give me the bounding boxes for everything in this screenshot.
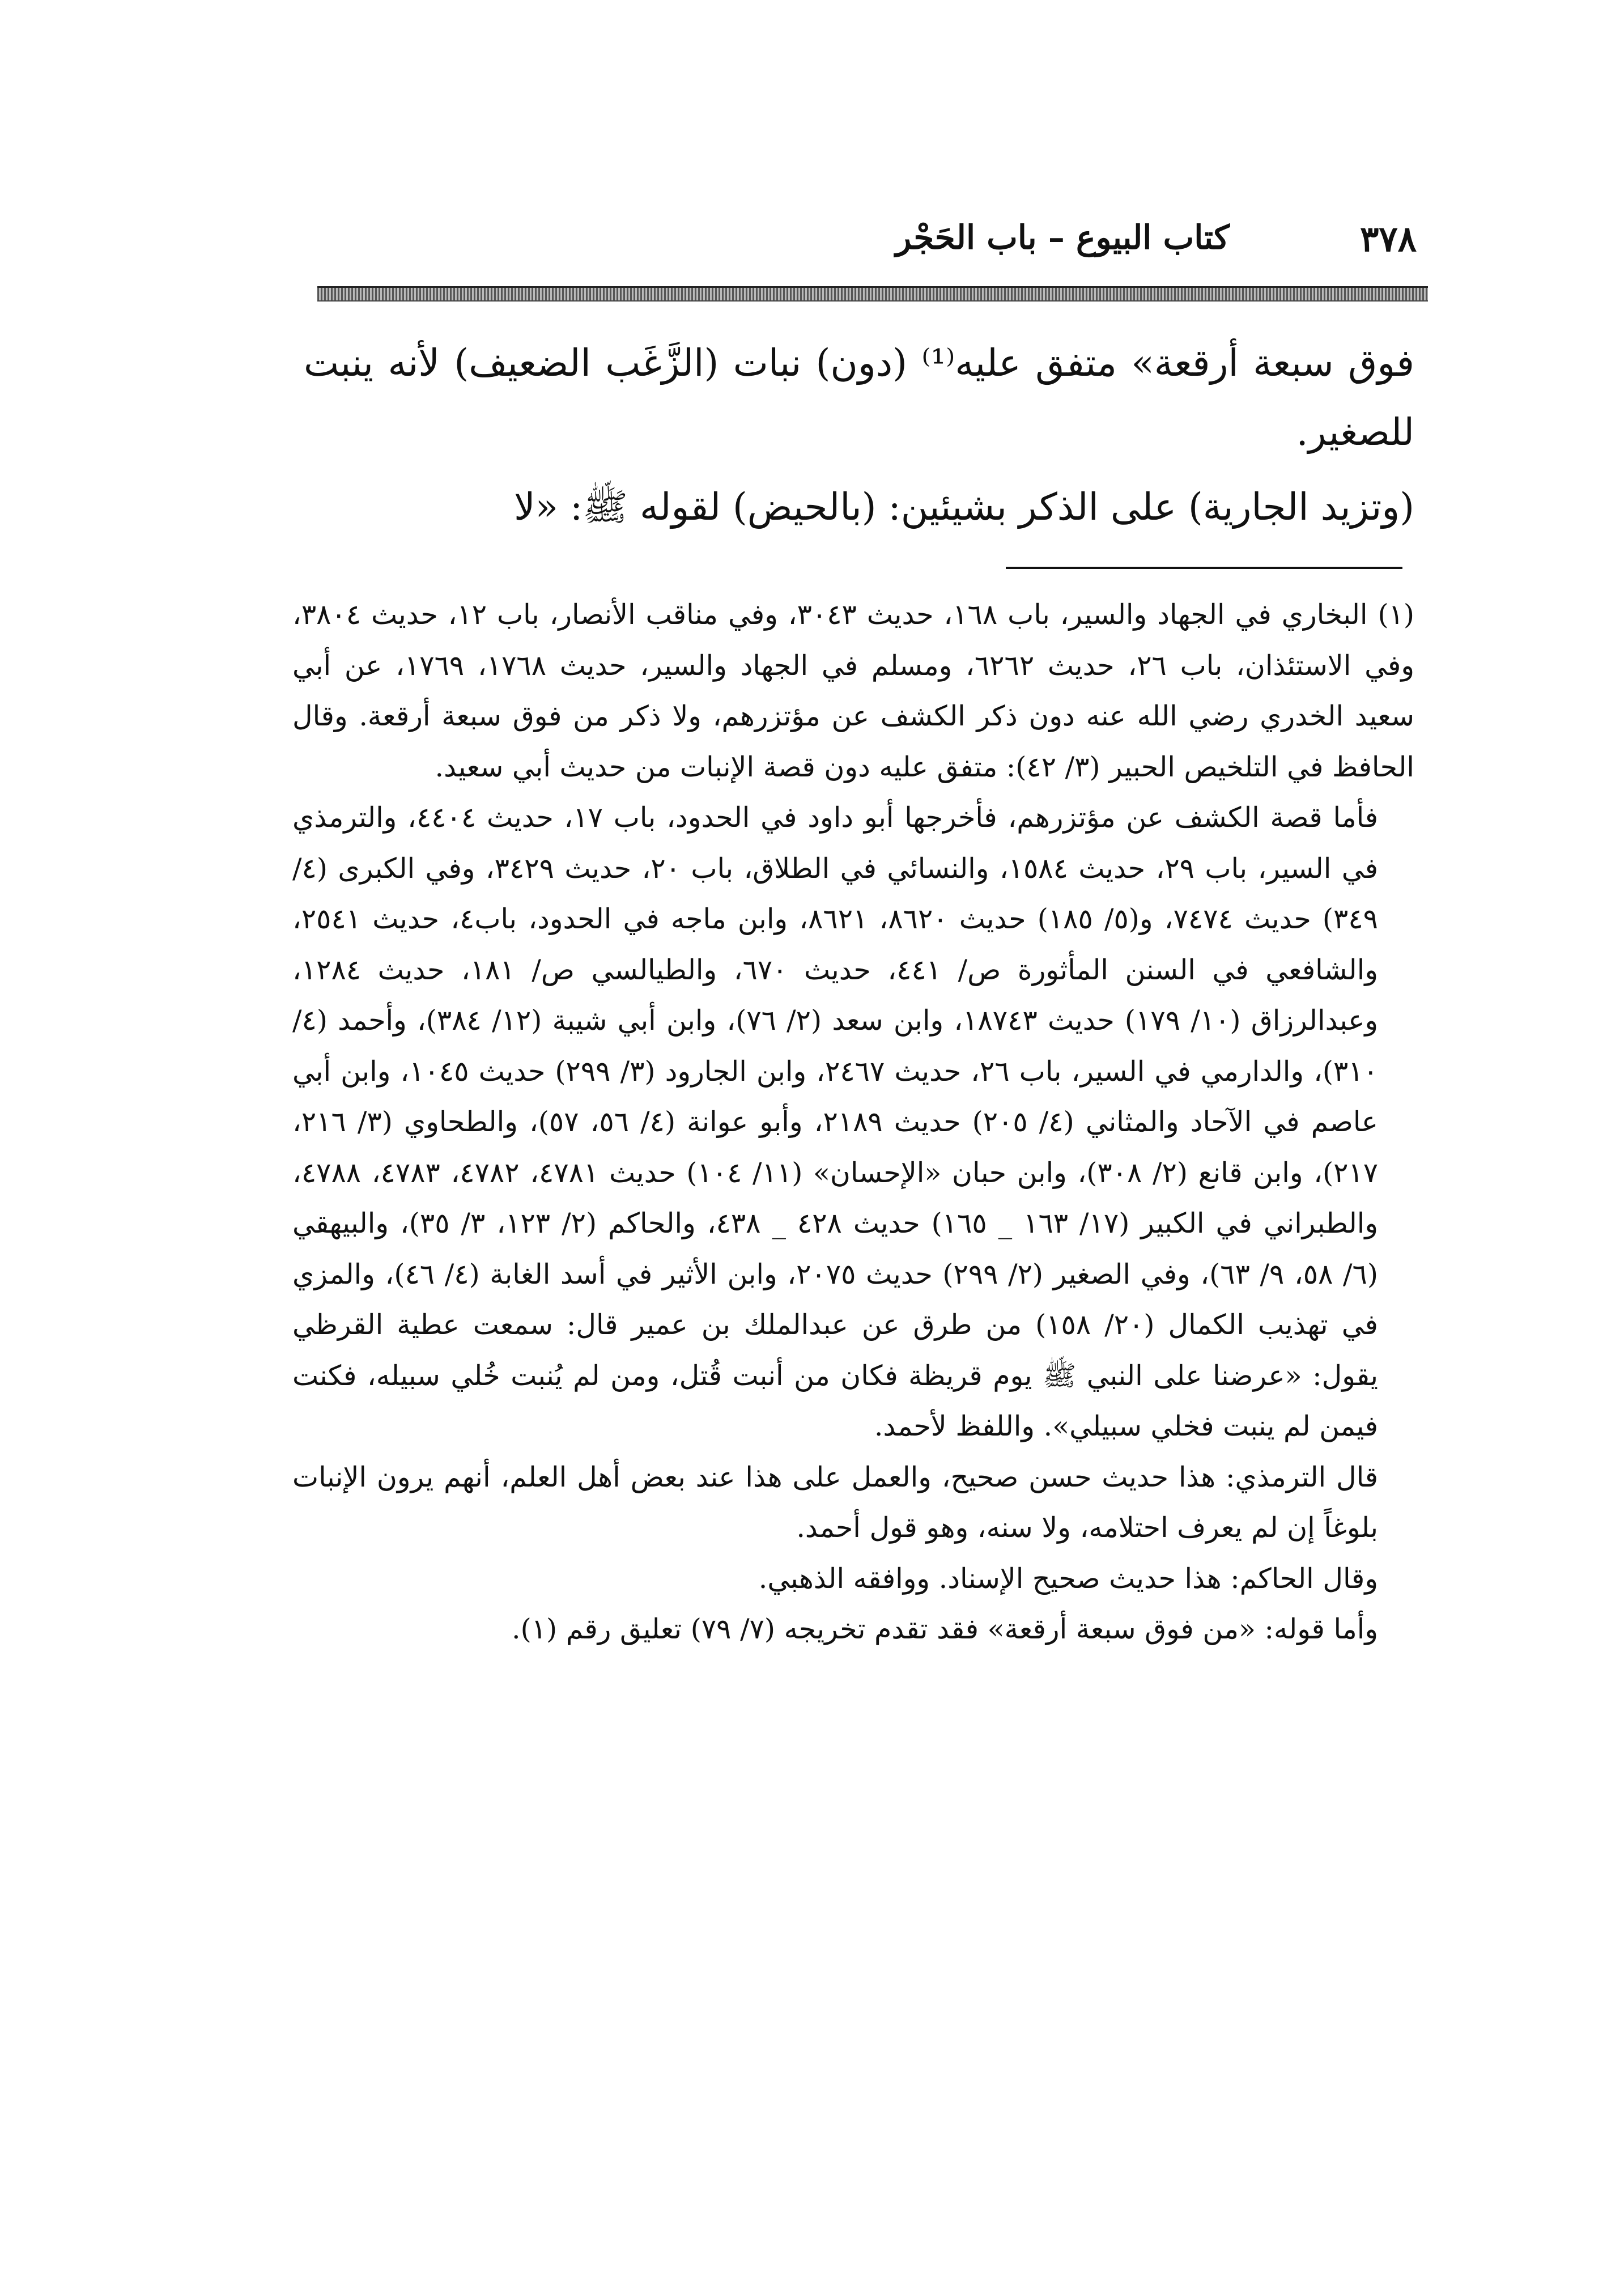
main-text — [304, 329, 1414, 542]
footnote-separator — [1006, 567, 1402, 569]
header-rule — [317, 286, 1428, 302]
footnote-paragraph: وقال الحاكم: هذا حديث صحيح الإسناد. ووافقه الذهبي. — [758, 1562, 1378, 1595]
page-header — [317, 218, 1417, 281]
main-paragraph: فوق سبعة أرقعة» متفق عليه⁽¹⁾ (دون) نبات (الزَّغَب الضعيف) لأنه ينبت للصغير. — [304, 341, 1415, 454]
footnote-continuation — [292, 792, 1378, 1655]
footnote-paragraph: وأما قوله: «من فوق سبعة أرقعة» فقد تقدم تخريجه (٧/ ٧٩) تعليق رقم (١). — [512, 1613, 1378, 1645]
footnote-number: (١) — [1378, 598, 1415, 631]
footnote-text: البخاري في الجهاد والسير، باب ١٦٨، حديث ٣٠٤٣، وفي مناقب الأنصار، باب ١٢، حديث ٣٨٠٤، وفي الاستئذان، باب ٢٦، حديث ٦٢٦٢، ومسلم في الجهاد والسير، حديث ١٧٦٨، ١٧٦٩، عن أبي سعيد الخدري رضي الله عنه دون ذكر الكشف عن مؤتزرهم، ولا ذكر من فوق سبعة أرقعة. وقال الحافظ في التلخيص الحبير (٣/ ٤٢): متفق عليه دون قصة الإنبات من حديث أبي سعيد. — [292, 598, 1415, 783]
page-number: ٣٧٨ — [1360, 218, 1417, 260]
footnote-first-paragraph — [292, 589, 1414, 792]
footnotes — [292, 589, 1414, 1655]
main-paragraph: (وتزيد الجارية) على الذكر بشيئين: (بالحيض) لقوله ﷺ: «لا — [514, 485, 1414, 529]
footnote-paragraph: قال الترمذي: هذا حديث حسن صحيح، والعمل على هذا عند بعض أهل العلم، أنهم يرون الإنبات بلوغاً إن لم يعرف احتلامه، ولا سنه، وهو قول أحمد. — [292, 1460, 1378, 1544]
footnote-paragraph: فأما قصة الكشف عن مؤتزرهم، فأخرجها أبو داود في الحدود، باب ١٧، حديث ٤٤٠٤، والترمذي في السير، باب ٢٩، حديث ١٥٨٤، والنسائي في الطلاق، باب ٢٠، حديث ٣٤٢٩، وفي الكبرى (٤/ ٣٤٩) حديث ٧٤٧٤، و(٥/ ١٨٥) حديث ٨٦٢٠، ٨٦٢١، وابن ماجه في الحدود، باب٤، حديث ٢٥٤١، والشافعي في السنن المأثورة ص/ ٤٤١، حديث ٦٧٠، والطيالسي ص/ ١٨١، حديث ١٢٨٤، وعبدالرزاق (١٠/ ١٧٩) حديث ١٨٧٤٣، وابن سعد (٢/ ٧٦)، وابن أبي شيبة (١٢/ ٣٨٤)، وأحمد (٤/ ٣١٠)، والدارمي في السير، باب ٢٦، حديث ٢٤٦٧، وابن الجارود (٣/ ٢٩٩) حديث ١٠٤٥، وابن أبي عاصم في الآحاد والمثاني (٤/ ٢٠٥) حديث ٢١٨٩، وأبو عوانة (٤/ ٥٦، ٥٧)، والطحاوي (٣/ ٢١٦، ٢١٧)، وابن قانع (٢/ ٣٠٨)، وابن حبان «الإحسان» (١١/ ١٠٤) حديث ٤٧٨١، ٤٧٨٢، ٤٧٨٣، ٤٧٨٨، والطبراني في الكبير (١٧/ ١٦٣ _ ١٦٥) حديث ٤٢٨ _ ٤٣٨، والحاكم (٢/ ١٢٣، ٣/ ٣٥)، والبيهقي (٦/ ٥٨، ٩/ ٦٣)، وفي الصغير (٢/ ٢٩٩) حديث ٢٠٧٥، وابن الأثير في أسد الغابة (٤/ ٤٦)، والمزي في تهذيب الكمال (٢٠/ ١٥٨) من طرق عن عبدالملك بن عمير قال: سمعت عطية القرظي يقول: «عرضنا على النبي ﷺ يوم قريظة فكان من أنبت قُتل، ومن لم يُنبت خُلي سبيله، فكنت فيمن لم ينبت فخلي سبيلي». واللفظ لأحمد. — [292, 801, 1379, 1442]
running-title: كتاب البيوع – باب الحَجْر — [895, 218, 1230, 257]
